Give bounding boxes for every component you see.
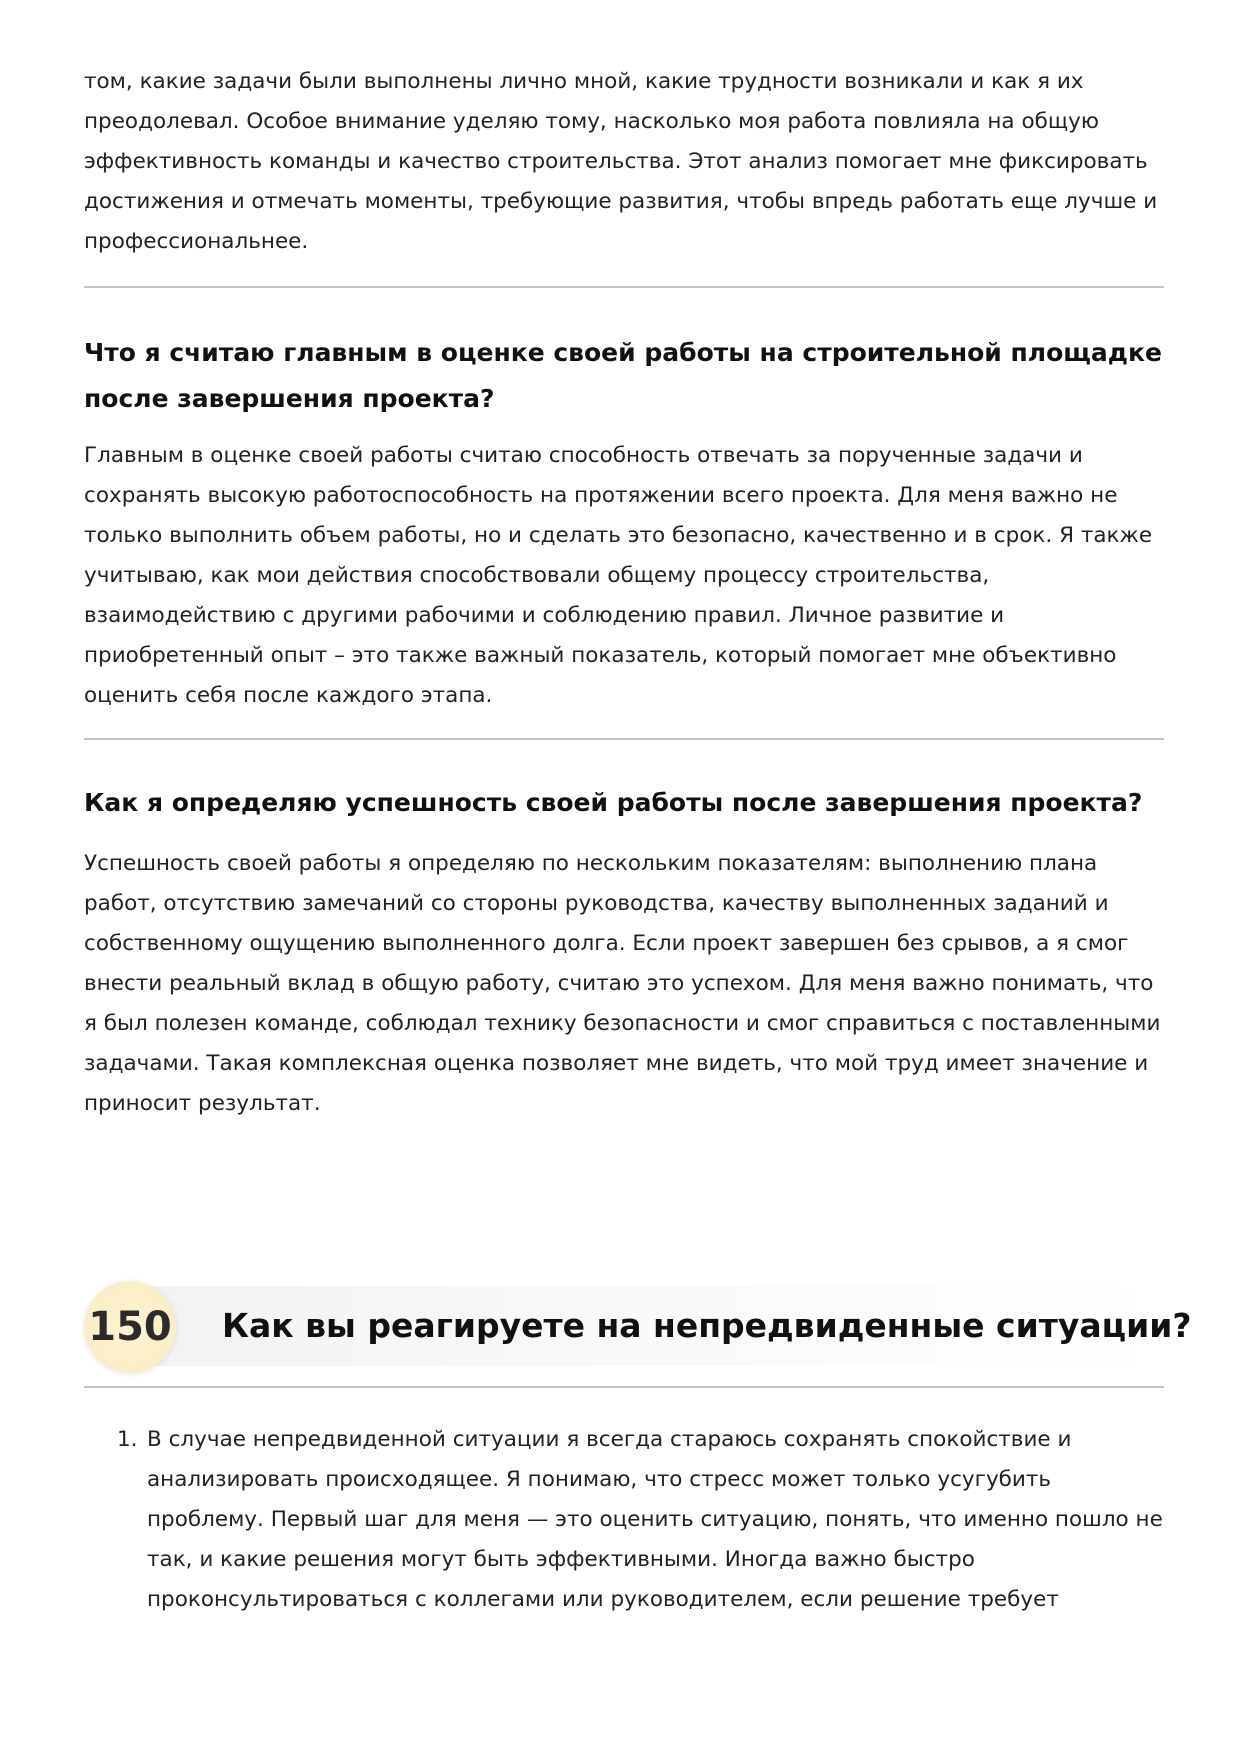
- section-divider: [84, 738, 1164, 740]
- list-item-text: В случае непредвиденной ситуации я всегда стараюсь сохранять спокойствие и анализировать происходящее. Я понимаю, что стресс может только усугубить проблему. Первый шаг для меня — это оценить ситуацию, понять, что именно пошло не так, и какие решения могут быть эффективными. Иногда важно быстро проконсультироваться с коллегами или руководителем, если решение требует: [147, 1427, 1163, 1612]
- chapter-number-badge: 150: [84, 1281, 176, 1373]
- intro-paragraph: том, какие задачи были выполнены лично мной, какие трудности возникали и как я их преодолевал. Особое внимание уделяю тому, насколько моя работа повлияла на общую эффективность команды и качество строительства. Этот анализ помогает мне фиксировать достижения и отмечать моменты, требующие развития, чтобы впредь работать еще лучше и профессиональнее.: [84, 69, 1158, 254]
- section-body: Успешность своей работы я определяю по нескольким показателям: выполнению плана работ, отсутствию замечаний со стороны руководства, качеству выполненных заданий и собственному ощущению выполненного долга. Если проект завершен без срывов, а я смог внести реальный вклад в общую работу, считаю это успехом. Для меня важно понимать, что я был полезен команде, соблюдал технику безопасности и смог справиться с поставленными задачами. Такая комплексная оценка позволяет мне видеть, что мой труд имеет значение и приносит результат.: [84, 851, 1161, 1116]
- chapter-header: [84, 1276, 1192, 1376]
- section-heading: Что я считаю главным в оценке своей работы на строительной площадке после завершения проекта?: [84, 338, 1162, 413]
- document-page: [84, 60, 1192, 1620]
- section-heading: Как я определяю успешность своей работы после завершения проекта?: [84, 788, 1143, 817]
- list-item: [117, 1420, 1164, 1620]
- answer-list: [84, 1420, 1164, 1620]
- section-divider: [84, 286, 1164, 288]
- list-item-number: 1.: [117, 1427, 138, 1452]
- chapter-divider: [84, 1386, 1164, 1388]
- section-body: Главным в оценке своей работы считаю способность отвечать за порученные задачи и сохранять высокую работоспособность на протяжении всего проекта. Для меня важно не только выполнить объем работы, но и сделать это безопасно, качественно и в срок. Я также учитываю, как мои действия способствовали общему процессу строительства, взаимодействию с другими рабочими и соблюдению правил. Личное развитие и приобретенный опыт – это также важный показатель, который помогает мне объективно оценить себя после каждого этапа.: [84, 443, 1153, 708]
- chapter-title: Как вы реагируете на непредвиденные ситуации?: [222, 1306, 1192, 1345]
